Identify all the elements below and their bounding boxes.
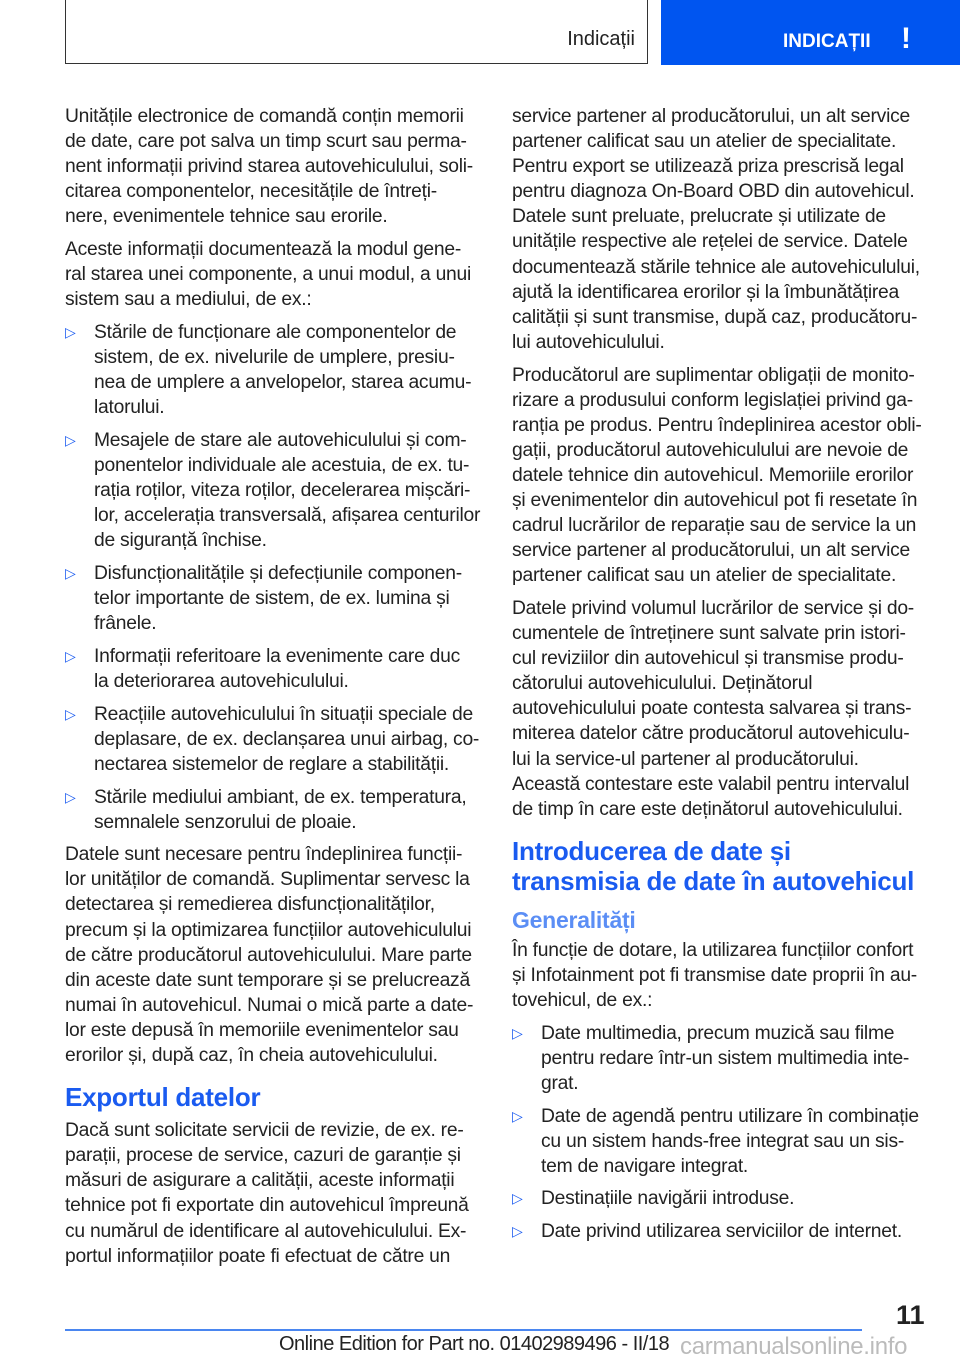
text-line: de timp în care este deținătorul autovehiculului.	[512, 798, 903, 820]
watermark: carmanualsonline.info	[680, 1333, 908, 1360]
text-line: parații, procese de service, cazuri de garanție și	[65, 1145, 461, 1167]
text-line: de către producătorul autovehiculului. Mare parte	[65, 944, 472, 966]
text-line: din aceste date sunt temporare și se prelucrează	[65, 969, 470, 991]
paragraph	[65, 104, 485, 229]
text-line: În funcție de dotare, la utilizarea funcțiilor confort	[512, 939, 914, 961]
footer-divider	[65, 1329, 862, 1331]
bullet-triangle-icon: ▷	[65, 788, 76, 805]
text-line: ponentelor individuale ale acestuia, de ex. tu-	[94, 455, 470, 476]
bullet-triangle-icon: ▷	[65, 564, 76, 581]
text-line: Exportul datelor	[65, 1082, 261, 1113]
text-line: cătorului autovehiculului. Deținătorul	[512, 673, 813, 695]
text-line: Date multimedia, precum muzică sau filme	[541, 1022, 895, 1044]
text-line: Generalități	[512, 906, 636, 933]
text-line: și Infotainment pot fi transmise date proprii în au-	[512, 964, 917, 986]
text-line: Stările de funcționare ale componentelor de	[94, 321, 457, 343]
list-item	[512, 1104, 937, 1179]
text-line: telor importante de sistem, de ex. lumina și	[94, 588, 450, 610]
text-line: grat.	[541, 1072, 579, 1094]
text-line: pentru diagnoza On-Board OBD din autovehicul.	[512, 181, 915, 203]
text-line: service partener al producătorului, un alt service	[512, 540, 910, 562]
text-line: ranția pe produs. Pentru îndeplinirea acestor obli-	[512, 414, 922, 436]
text-line: miterea datelor către producătorul autovehiculu-	[512, 723, 910, 745]
text-line: deplasare, de ex. declanșarea unui airbag, co-	[94, 728, 480, 750]
text-line: Datele sunt necesare pentru îndeplinirea funcții-	[65, 844, 463, 866]
text-line: datele tehnice din autovehicul. Memoriile erorilor	[512, 464, 914, 486]
text-line: lor este depusă în memoriile evenimentelor sau	[65, 1019, 459, 1041]
text-line: lui autovehiculului.	[512, 331, 665, 353]
text-line: nere, evenimentele tehnice sau erorile.	[65, 206, 388, 228]
text-line: partener calificat sau un atelier de specialitate.	[512, 131, 897, 153]
text-line: citarea componentelor, necesitățile de întreți-	[65, 181, 437, 203]
text-line: Stările mediului ambiant, de ex. temperatura,	[94, 786, 467, 808]
paragraph	[65, 1118, 485, 1269]
text-line: Destinațiile navigării introduse.	[541, 1188, 795, 1210]
text-line: Producătorul are suplimentar obligații de monito-	[512, 364, 915, 386]
text-line: Mesajele de stare ale autovehiculului și com-	[94, 429, 467, 451]
text-line: autovehiculului poate contesta salvarea și trans-	[512, 698, 912, 720]
text-line: Date de agendă pentru utilizare în combinație	[541, 1105, 919, 1127]
text-line: ajută la identificarea erorilor și la îmbunătățirea	[512, 281, 900, 303]
list-item	[512, 1219, 937, 1244]
list-item	[512, 1021, 937, 1096]
text-line: la deteriorarea autovehiculului.	[94, 670, 349, 692]
text-line: rația roților, viteza roților, decelerarea mișcări-	[94, 480, 471, 502]
text-line: Date privind utilizarea serviciilor de internet.	[541, 1221, 902, 1243]
text-line: tovehicul, de ex.:	[512, 990, 653, 1011]
text-line: frânele.	[94, 613, 157, 635]
paragraph	[65, 237, 485, 312]
text-line: lor, accelerația transversală, afișarea centurilor	[94, 505, 481, 527]
text-line: ral starea unei componente, a unui modul, a unui	[65, 264, 472, 286]
text-line: detectarea și remedierea disfuncționalităților,	[65, 894, 435, 916]
list-item	[65, 702, 485, 777]
paragraph	[512, 363, 937, 589]
text-line: sistem sau a mediului, de ex.:	[65, 289, 312, 311]
page-number: 11	[896, 1300, 925, 1330]
text-line: unitățile respective ale rețelei de service. Datele	[512, 231, 908, 253]
bullet-triangle-icon: ▷	[512, 1190, 523, 1207]
paragraph	[512, 104, 937, 355]
text-line: gații, producătorul autovehiculului are nevoie de	[512, 439, 909, 461]
list-item	[65, 644, 485, 694]
text-line: nea de umplere a anvelopelor, starea acumu-	[94, 372, 472, 394]
text-line: de siguranță închise.	[94, 530, 267, 552]
bullet-triangle-icon: ▷	[512, 1024, 523, 1041]
text-line: erorilor și, după caz, în cheia autovehiculului.	[65, 1045, 438, 1067]
text-line: Reacțiile autovehiculului în situații speciale de	[94, 703, 473, 725]
bullet-triangle-icon: ▷	[65, 705, 76, 722]
section-heading	[512, 836, 937, 896]
text-line: transmisia de date în autovehicul	[512, 865, 915, 896]
text-line: și evenimentelor din autovehicul pot fi resetate în	[512, 490, 918, 511]
text-line: partener calificat sau un atelier de specialitate.	[512, 565, 897, 587]
text-line: precum și la optimizarea funcțiilor autovehiculului	[65, 919, 472, 941]
text-line: numai în autovehicul. Numai o mică parte a date-	[65, 994, 474, 1016]
text-line: Dacă sunt solicitate servicii de revizie, de ex. re-	[65, 1120, 464, 1142]
text-line: nent informații privind starea autovehiculului, soli-	[65, 156, 473, 178]
bullet-triangle-icon: ▷	[65, 647, 76, 664]
exclamation-icon: !	[901, 22, 911, 55]
text-line: documentează stările tehnice ale autovehiculului,	[512, 256, 920, 278]
text-line: cul reviziilor din autovehicul și transmise produ-	[512, 648, 904, 670]
bullet-triangle-icon: ▷	[512, 1223, 523, 1240]
text-line: cadrul lucrărilor de reparație sau de service la un	[512, 515, 917, 537]
text-line: Datele sunt preluate, prelucrate și utilizate de	[512, 206, 886, 228]
paragraph	[512, 938, 937, 1013]
right-column	[512, 104, 937, 1252]
text-line: rizare a produsului conform legislației privind ga-	[512, 389, 913, 411]
text-line: nectarea sistemelor de reglare a stabilității.	[94, 753, 450, 775]
text-line: Datele privind volumul lucrărilor de service și do-	[512, 597, 914, 619]
section-heading	[512, 906, 937, 934]
text-line: cu numărul de identificare al autovehiculului. Ex-	[65, 1220, 467, 1242]
bullet-triangle-icon: ▷	[512, 1107, 523, 1124]
text-line: Introducerea de date și	[512, 835, 791, 866]
text-line: portul informațiilor poate fi efectuat de către un	[65, 1245, 451, 1267]
bullet-triangle-icon: ▷	[65, 323, 76, 340]
text-line: Această contestare este valabil pentru intervalul	[512, 773, 910, 795]
text-line: Informații referitoare la evenimente care duc	[94, 645, 460, 667]
list-item	[512, 1186, 937, 1211]
text-line: cu un sistem hands-free integrat sau un sis-	[541, 1130, 905, 1152]
list-item	[65, 561, 485, 636]
text-line: lor unităților de comandă. Suplimentar servesc la	[65, 869, 470, 891]
header-chapter-title: INDICAȚII	[783, 31, 871, 52]
text-line: măsuri de asigurare a calității, aceste informații	[65, 1170, 455, 1192]
text-line: Disfuncționalitățile și defecțiunile componen-	[94, 562, 462, 584]
text-line: Aceste informații documentează la modul gene-	[65, 239, 462, 261]
text-line: latorului.	[94, 397, 165, 419]
list-item	[65, 785, 485, 835]
footer-edition: Online Edition for Part no. 01402989496 - II/18	[279, 1333, 670, 1355]
list-item	[65, 428, 485, 553]
paragraph	[512, 596, 937, 822]
header-section-title: Indicații	[567, 28, 635, 50]
text-line: tehnice pot fi exportate din autovehicul împreună	[65, 1195, 469, 1217]
left-column	[65, 104, 485, 1276]
text-line: Pentru export se utilizează priza prescrisă legal	[512, 156, 904, 178]
text-line: tem de navigare integrat.	[541, 1155, 749, 1177]
section-heading	[65, 1082, 485, 1112]
header-section-box	[65, 0, 648, 64]
paragraph	[65, 842, 485, 1068]
text-line: Unitățile electronice de comandă conțin memorii	[65, 106, 464, 127]
header-chapter-tab	[661, 0, 960, 65]
list-item	[65, 320, 485, 420]
text-line: de date, care pot salva un timp scurt sau perma-	[65, 131, 467, 153]
text-line: calității și sunt transmise, după caz, producătoru-	[512, 306, 918, 328]
text-line: pentru redare într-un sistem multimedia inte-	[541, 1047, 910, 1069]
text-line: sistem, de ex. nivelurile de umplere, presiu-	[94, 347, 455, 369]
text-line: cumentele de întreținere sunt salvate prin istori-	[512, 623, 906, 645]
text-line: service partener al producătorului, un alt service	[512, 106, 910, 127]
text-line: semnalele senzorului de ploaie.	[94, 811, 357, 833]
bullet-triangle-icon: ▷	[65, 431, 76, 448]
text-line: lui la service-ul partener al producătorului.	[512, 748, 859, 770]
